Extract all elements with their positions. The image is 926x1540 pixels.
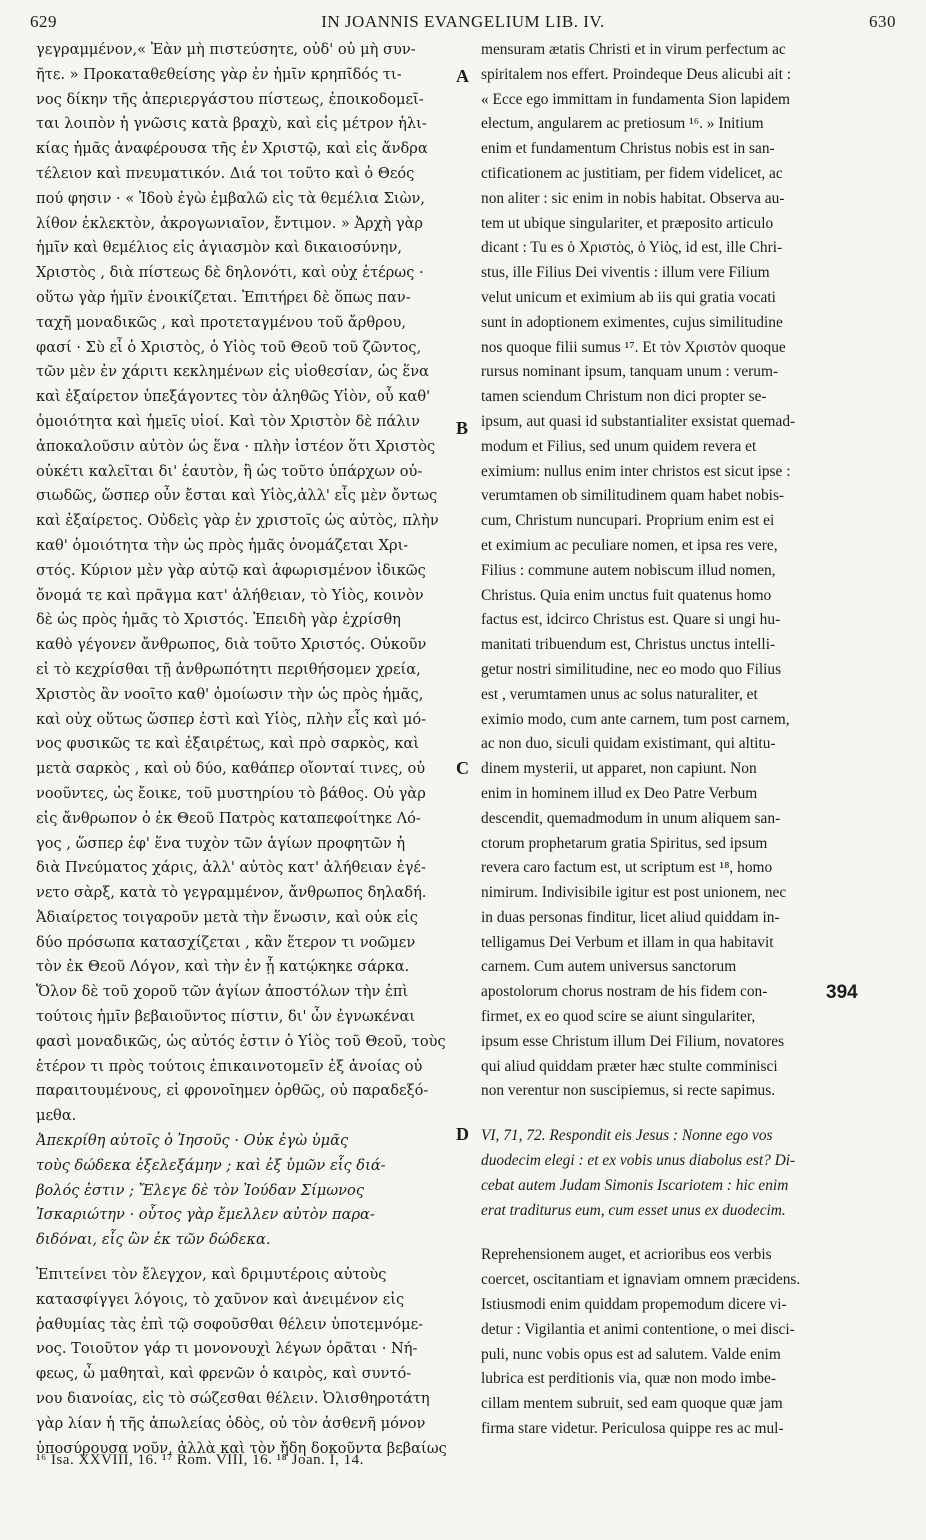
text-line: καθ' ὁμοιότητα τὴν ὡς πρὸς ἡμᾶς ὀνομάζεται Χρι- — [36, 536, 409, 554]
text-line: dinem mysterii, ut apparet, non capiunt. Non — [481, 760, 757, 778]
text-line: καὶ οὐχ οὕτως ὥσπερ ἐστὶ καὶ Υἱὸς, πλὴν εἷς καὶ μό- — [36, 710, 427, 728]
text-line: electum, angularem ac pretiosum ¹⁶. » Initium — [481, 115, 764, 133]
text-line: nos quoque filii sumus ¹⁷. Et τὸν Χριστὸν quoque — [481, 338, 786, 356]
text-line: carnem. Cum autem universus sanctorum — [481, 958, 737, 976]
text-line: μεθα. — [36, 1107, 77, 1125]
text-line: ὑποσύρουσα νοῦν, ἀλλὰ καὶ τὸν ἤδη δοκοῦντα βεβαίως — [36, 1439, 447, 1457]
text-line: mensuram ætatis Christi et in virum perfectum ac — [481, 41, 786, 58]
greek-paragraph-2 — [36, 1263, 452, 1461]
text-line: οὕτω γὰρ ἡμῖν ἐνοικίζεται. Ἐπιτήρει δὲ ὅπως παν- — [36, 288, 411, 306]
text-line: εἰς ἄνθρωπον ὁ ἐκ Θεοῦ Πατρὸς καταπεφοίτηκε Λό- — [36, 809, 421, 827]
text-line: revera caro factum est, ut scriptum est ¹⁸, homo — [481, 859, 773, 877]
text-line: Ἀπεκρίθη αὐτοῖς ὁ Ἰησοῦς · Οὐκ ἐγὼ ὑμᾶς — [36, 1132, 349, 1150]
text-line: κατασφίγγει λόγοις, τὸ χαῦνον καὶ ἀνειμένον εἰς — [36, 1290, 405, 1308]
text-line: est , verumtamen unus ac solus naturaliter, et — [481, 685, 758, 703]
greek-column — [36, 38, 452, 1461]
text-line: τούτοις ἡμῖν βεβαιοῦντος πίστιν, δι' ὧν ἐγνωκέναι — [36, 1008, 416, 1026]
text-line: puli, nunc vobis opus est ad salutem. Valde enim — [481, 1345, 781, 1363]
text-line: λίθον ἐκλεκτὸν, ἀκρογωνιαῖον, ἔντιμον. » Ἀρχὴ γὰρ — [36, 214, 424, 232]
text-line: νος. Τοιοῦτον γάρ τι μονονουχὶ λέγων ὁρᾶται · Νή- — [36, 1340, 418, 1358]
text-line: νετο σὰρξ, κατὰ τὸ γεγραμμένον, ἄνθρωπος δηλαδή. — [36, 884, 427, 902]
text-line: ται λοιπὸν ἡ γνῶσις κατὰ βραχὺ, καὶ εἰς μέτρον ἡλι- — [36, 115, 427, 133]
text-line: getur nostri similitudine, nec eo modo quo Filius — [481, 660, 782, 678]
text-line: manitati tribuendum est, Christus unctus intelli- — [481, 636, 776, 654]
text-line: νου διανοίας, εἰς τὸ σώζεσθαι θέλειν. Ὀλισθηροτάτη — [36, 1390, 430, 1408]
text-line: καὶ ἐξαίρετον ὑπεξάγοντες τὸν ἀληθῶς Υἱὸν, οὗ καθ' — [36, 388, 431, 406]
text-line: βολός ἐστιν ; Ἔλεγε δὲ τὸν Ἰούδαν Σίμωνος — [36, 1181, 365, 1199]
text-line: Χριστὸς ἂν νοοῖτο καθ' ὁμοίωσιν τὴν ὡς πρὸς ἡμᾶς, — [36, 685, 424, 703]
text-line: nimirum. Indivisibile igitur est post unionem, nec — [481, 884, 787, 902]
text-line: ῆτε. » Προκαταθεθείσης γὰρ ἐν ἡμῖν κρηπῖδός τι- — [36, 65, 402, 83]
text-line: δύο πρόσωπα κατασχίζεται , κἂν ἕτερον τι νοῶμεν — [36, 933, 416, 951]
greek-verse — [36, 1129, 452, 1253]
text-line: ctorum prophetarum gratia Spiritus, sed ipsum — [481, 834, 768, 852]
text-line: ipsum esse Christum illum Dei Filium, novatores — [481, 1032, 785, 1050]
text-line: ἑτέρον τι πρὸς τούτοις ἐπικαινοτομεῖν ἐξ ἀνοίας οὐ — [36, 1057, 423, 1075]
text-line: διὰ Πνεύματος χάρις, ἀλλ' αὐτὸς κατ' ἀλήθειαν ἐγέ- — [36, 859, 426, 877]
text-line: γὰρ λίαν ἡ τῆς ἀπωλείας ὁδὸς, οὐ τὸν ἀσθενῆ μόνον — [36, 1414, 426, 1432]
text-line: παραιτουμένους, εἰ φρονοῖημεν ὀρθῶς, οὐ παραδεξό- — [36, 1082, 429, 1100]
text-line: non aliter : sic enim in nobis habitat. Observa au- — [481, 189, 785, 207]
text-line: ὄνομά τε καὶ πρᾶγμα κατ' ἀλήθειαν, τὸ Υἱὸς, κοινὸν — [36, 586, 424, 604]
text-line: Istiusmodi enim quiddam propemodum dicere vi- — [481, 1296, 787, 1314]
text-line: cillam mentem subruit, sed eam quoque quæ jam — [481, 1395, 783, 1413]
text-line: γος , ὥσπερ ἐφ' ἕνα τυχὸν τῶν ἁγίων προφητῶν ἡ — [36, 834, 406, 852]
column-number: 394 — [826, 982, 858, 1003]
text-line: τῶν μὲν ἐν χάριτι κεκλημένων εἰς υἱοθεσίαν, ὡς ἕνα — [36, 363, 429, 381]
text-line: ταχῆ μοναδικῶς , καὶ προτεταγμένου τοῦ ἄρθρου, — [36, 313, 407, 331]
text-line: enim in hominem illud ex Deo Patre Verbum — [481, 784, 758, 802]
latin-paragraph-2 — [481, 1243, 893, 1441]
margin-letter-c: C — [456, 758, 469, 778]
page-header — [30, 12, 896, 36]
text-line: detur : Vigilantia et animi contentione, o mei disci- — [481, 1320, 795, 1338]
page-number-left: 629 — [30, 12, 57, 31]
text-line: tem ut ubique singulariter, et præposito articulo — [481, 214, 774, 232]
text-line: eximium: nullus enim inter christos est sicut ipse : — [481, 462, 791, 480]
text-line: ὁμοιότητα καὶ ἡμεῖς υἱοί. Καὶ τὸν Χριστὸν δὲ πάλιν — [36, 412, 421, 430]
text-line: descendit, quemadmodum in unum aliquem san- — [481, 809, 781, 827]
text-line: στός. Κύριον μὲν γὰρ αὐτῷ καὶ ἀφωρισμένον ἰδικῶς — [36, 561, 426, 579]
text-line: Christus. Quia enim unctus fuit quatenus homo — [481, 586, 772, 604]
text-line: et eximium ac peculiare nomen, et ipsa res vere, — [481, 536, 778, 554]
text-line: telligamus Dei Verbum et illam in qua habitavit — [481, 933, 774, 951]
text-line: firma stare videtur. Periculosa quippe res ac mul- — [481, 1420, 784, 1438]
text-line: καθὸ γέγονεν ἄνθρωπος, διὰ τοῦτο Χριστός. Οὐκοῦν — [36, 636, 427, 654]
text-line: σιωδῶς, ὥσπερ οὖν ἔσται καὶ Υἱὸς,ἀλλ' εἷς μὲν ὄντως — [36, 487, 438, 505]
text-line: spiritalem nos effert. Proindeque Deus alicubi ait : — [481, 65, 792, 83]
text-line: apostolorum chorus nostram de his fidem con- — [481, 983, 768, 1001]
text-line: Ὅλον δὲ τοῦ χοροῦ τῶν ἁγίων ἀποστόλων τὴν ἐπὶ — [36, 983, 409, 1001]
text-line: κίας ἡμᾶς ἀναφέρουσα τῆς ἐν Χριστῷ, καὶ εἰς ἄνδρα — [36, 140, 428, 158]
text-line: γεγραμμένον,« Ἐὰν μὴ πιστεύσητε, οὐδ' οὐ μὴ συν- — [36, 41, 416, 58]
text-line: eximio modo, cum ante carnem, tum post carnem, — [481, 710, 790, 728]
text-line: cum, Christum nuncupari. Proprium enim est ei — [481, 512, 775, 530]
text-line: καὶ ἐξαίρετος. Οὐδεὶς γὰρ ἐν χριστοῖς ὡς αὐτὸς, πλὴν — [36, 512, 439, 530]
text-line: sunt in adoptionem eximentes, cujus similitudine — [481, 313, 783, 331]
text-line: νοοῦντες, ὡς ἔοικε, τοῦ μυστηρίου τὸ βάθος. Οὐ γὰρ — [36, 784, 426, 802]
text-line: Filius : commune autem nobiscum illud nomen, — [481, 561, 776, 579]
latin-verse — [481, 1124, 893, 1223]
text-line: stus, ille Filius Dei viventis : illum vere Filium — [481, 264, 770, 282]
text-line: φεως, ὦ μαθηταὶ, καὶ φρενῶν ὁ καιρὸς, καὶ συντό- — [36, 1365, 412, 1383]
text-line: non verentur non suscipiemus, si recte sapimus. — [481, 1082, 776, 1100]
text-line: διδόναι, εἷς ὢν ἐκ τῶν δώδεκα. — [36, 1231, 271, 1249]
text-line: « Ecce ego immittam in fundamenta Sion lapidem — [481, 90, 791, 108]
text-line: ῥαθυμίας τὰς ἐπὶ τῷ σοφοῦσθαι θέλειν ὑποτεμνόμε- — [36, 1315, 424, 1333]
text-line: firmet, ex eo quod scire se aiunt singulariter, — [481, 1008, 756, 1026]
page-number-right: 630 — [869, 12, 896, 31]
text-line: ἡμῖν καὶ θεμέλιος εἰς ἁγιασμὸν καὶ δικαιοσύνην, — [36, 239, 403, 257]
latin-paragraph-1 — [481, 38, 893, 1104]
text-line: οὐκέτι καλεῖται δι' ἑαυτὸν, ἢ ὡς τοῦτο ὑπάρχων οὐ- — [36, 462, 423, 480]
text-line: tamen sciendum Christum non dici propter se- — [481, 388, 767, 406]
text-line: dicant : Tu es ὁ Χριστὸς, ὁ Υἱὸς, id est, ille Chri- — [481, 239, 783, 257]
text-line: φασί · Σὺ εἶ ὁ Χριστὸς, ὁ Υἱὸς τοῦ Θεοῦ τοῦ ζῶντος, — [36, 338, 422, 356]
text-line: velut unicum et eximium ab iis qui gratia vocati — [481, 288, 776, 306]
text-line: verumtamen ob similitudinem quam habet nobis- — [481, 487, 785, 505]
text-line: τέλειον καὶ πνευματικόν. Διά τοι τοῦτο καὶ ὁ Θεός — [36, 164, 415, 182]
text-line: duodecim elegi : et ex vobis unus diabolus est? Di- — [481, 1152, 796, 1170]
text-line: enim et fundamentum Christus nobis est in san- — [481, 140, 775, 158]
text-line: ἀποκαλοῦσιν αὐτὸν ὡς ἕνα · πλὴν ἰστέον ὅτι Χριστὸς — [36, 437, 436, 455]
text-line: Reprehensionem auget, et acrioribus eos verbis — [481, 1246, 772, 1264]
latin-column — [481, 38, 893, 1442]
running-title: IN JOANNIS EVANGELIUM LIB. IV. — [321, 12, 605, 31]
text-line: VI, 71, 72. Respondit eis Jesus : Nonne ego vos — [481, 1127, 773, 1145]
greek-paragraph-1 — [36, 38, 452, 1129]
text-line: ipsum, aut quasi id substantialiter exsistat quemad- — [481, 412, 796, 430]
footnotes: ¹⁶ Isa. XXVIII, 16. ¹⁷ Rom. VIII, 16. ¹⁸ Joan. I, 14. — [36, 1452, 364, 1468]
margin-letter-b: B — [456, 418, 469, 438]
margin-letter-a: A — [456, 66, 469, 86]
text-line: erat traditurus eum, cum esset unus ex duodecim. — [481, 1201, 786, 1219]
text-line: in duas personas finditur, licet aliud quiddam in- — [481, 908, 780, 926]
text-line: qui aliud quiddam præter hæc stulte comminisci — [481, 1057, 778, 1075]
text-line: coercet, oscitantiam et ignaviam omnem præcidens. — [481, 1271, 801, 1289]
text-line: ac non duo, siculi quidam existimant, qui altitu- — [481, 735, 776, 753]
text-line: rursus nominant ipsum, tanquam unum : verum- — [481, 363, 779, 381]
text-line: factus est, idcirco Christus est. Quare si ungi hu- — [481, 611, 781, 629]
text-line: modum et Filius, sed unum quidem revera et — [481, 437, 757, 455]
text-line: νος δίκην τῆς ἀπεριεργάστου πίστεως, ἐποικοδομεῖ- — [36, 90, 424, 108]
text-line: τοὺς δώδεκα ἐξελεξάμην ; καὶ ἐξ ὑμῶν εἷς διά- — [36, 1156, 386, 1174]
text-line: τὸν ἐκ Θεοῦ Λόγον, καὶ τὴν ἐν ᾗ κατῴκηκε σάρκα. — [36, 958, 410, 976]
text-line: μετὰ σαρκὸς , καὶ οὐ δύο, καθάπερ οἴονταί τινες, οὐ — [36, 760, 426, 778]
text-line: Ἀδιαίρετος τοιγαροῦν μετὰ τὴν ἕνωσιν, καὶ οὐκ εἰς — [36, 908, 418, 926]
text-line: δὲ ὡς πρὸς ἡμᾶς τὸ Χριστός. Ἐπειδὴ γὰρ ἐχρίσθη — [36, 611, 401, 629]
text-line: Χριστὸς , διὰ πίστεως δὲ δηλονότι, καὶ οὐχ ἑτέρως · — [36, 264, 424, 282]
text-line: Ἰσκαριώτην · οὗτος γὰρ ἔμελλεν αὐτὸν παρα- — [36, 1206, 375, 1224]
text-line: νος φυσικῶς τε καὶ ἐξαιρέτως, καὶ πρὸ σαρκὸς, καὶ — [36, 735, 420, 753]
text-line: cebat autem Judam Simonis Iscariotem : hic enim — [481, 1176, 789, 1194]
text-line: ctificationem ac justitiam, per fidem videlicet, ac — [481, 164, 783, 182]
text-line: φασὶ μοναδικῶς, ὡς αὐτός ἐστιν ὁ Υἱὸς τοῦ Θεοῦ, τοὺς — [36, 1032, 446, 1050]
text-line: εἰ τὸ κεχρίσθαι τῇ ἀνθρωπότητι περιθήσομεν χρεία, — [36, 660, 421, 678]
text-line: πού φησιν · « Ἰδοὺ ἐγὼ ἐμβαλῶ εἰς τὰ θεμέλια Σιὼν, — [36, 189, 426, 207]
text-line: lubrica est perditionis via, quæ non modo imbe- — [481, 1370, 776, 1388]
margin-letter-d: D — [456, 1124, 469, 1144]
text-line: Ἐπιτείνει τὸν ἔλεγχον, καὶ δριμυτέροις αὐτοὺς — [36, 1266, 387, 1284]
